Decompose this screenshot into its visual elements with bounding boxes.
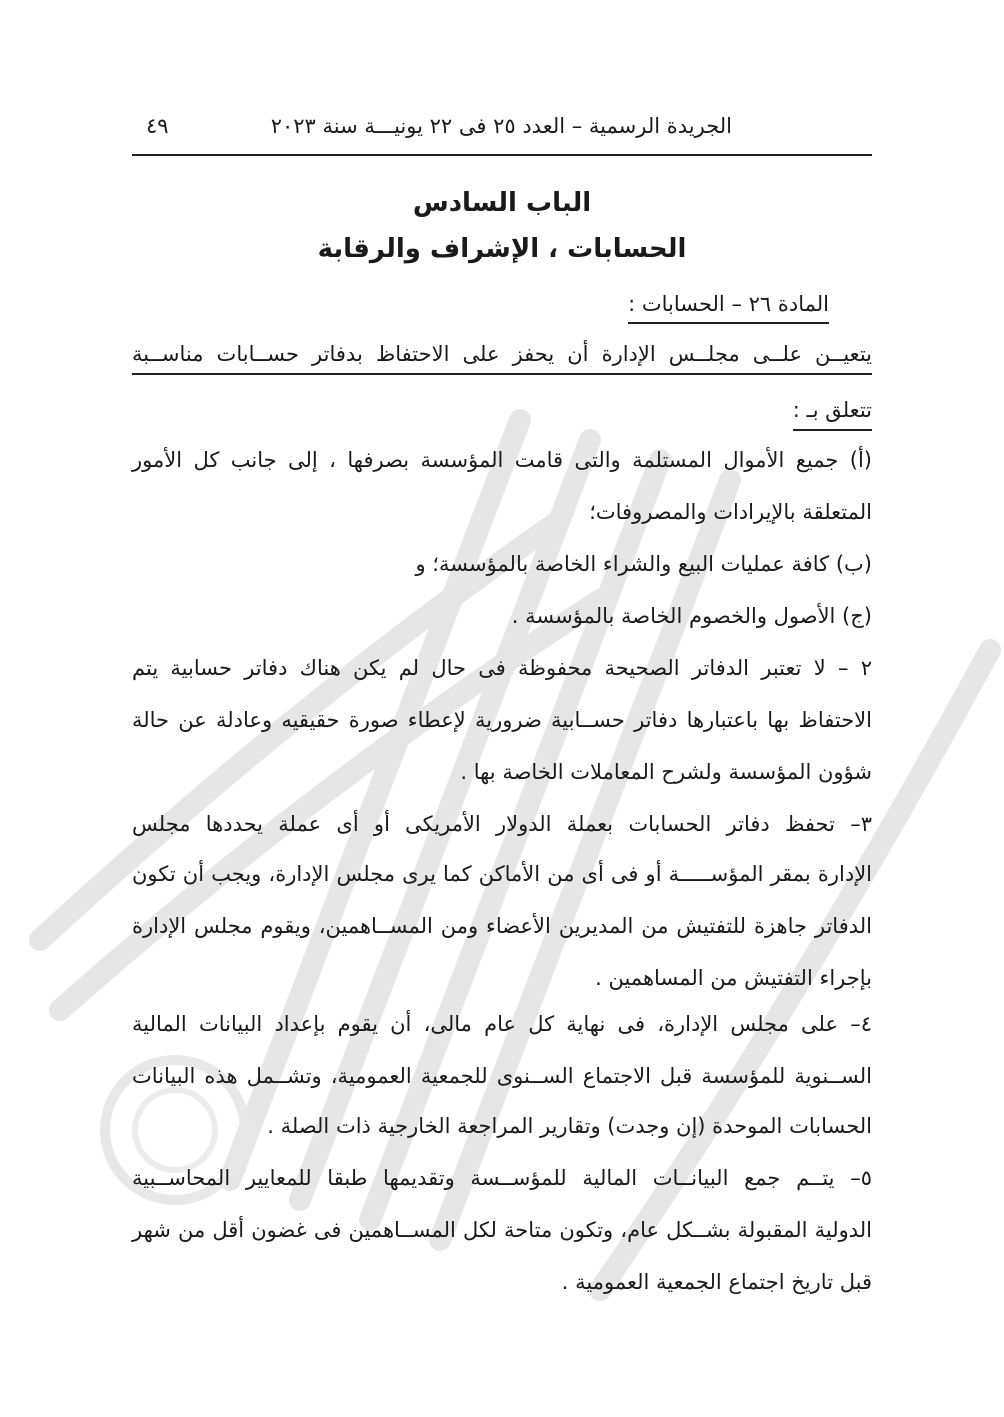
body-line: الســنوية للمؤسسة قبل الاجتماع الســنوى للجمعية العمومية، وتشــمل هذه البيانات <box>132 1064 872 1088</box>
body-line: المتعلقة بالإيرادات والمصروفات؛ <box>589 500 872 524</box>
body-line: قبل تاريخ اجتماع الجمعية العمومية . <box>561 1270 872 1294</box>
body-line: ٤– على مجلس الإدارة، فى نهاية كل عام مالى، أن يقوم بإعداد البيانات المالية <box>132 1012 872 1036</box>
page-header <box>132 108 872 156</box>
body-line: ٢ – لا تعتبر الدفاتر الصحيحة محفوظة فى حال لم يكن هناك دفاتر حسابية يتم <box>132 656 872 680</box>
body-line: الإدارة بمقر المؤســـــة أو فى أى من الأماكن كما يرى مجلس الإدارة، ويجب أن تكون <box>132 862 872 886</box>
body-line: (أ) جميع الأموال المستلمة والتى قامت المؤسسة بصرفها ، إلى جانب كل الأمور <box>132 448 872 472</box>
body-line: (ب) كافة عمليات البيع والشراء الخاصة بالمؤسسة؛ و <box>415 552 872 576</box>
body-line: يتعيــن علــى مجلــس الإدارة أن يحفز على الاحتفاظ بدفاتر حســابات مناســبة <box>132 342 872 375</box>
article-heading: المادة ٢٦ – الحسابات : <box>628 292 829 324</box>
body-line: الحسابات الموحدة (إن وجدت) وتقارير المراجعة الخارجية ذات الصلة . <box>267 1114 872 1138</box>
body-line: ٣– تحفظ دفاتر الحسابات بعملة الدولار الأمريكى أو أى عملة يحددها مجلس <box>132 812 872 836</box>
body-line: الدفاتر جاهزة للتفتيش من المديرين الأعضاء ومن المســاهمين، ويقوم مجلس الإدارة <box>132 914 872 938</box>
body-line: (ج) الأصول والخصوم الخاصة بالمؤسسة . <box>511 604 872 628</box>
body-line: تتعلق بـ : <box>793 398 872 431</box>
page-number: ٤٩ <box>146 114 169 138</box>
chapter-subtitle: الحسابات ، الإشراف والرقابة <box>317 234 687 264</box>
chapter-title: الباب السادس <box>412 188 592 218</box>
body-line: بإجراء التفتيش من المساهمين . <box>595 966 872 990</box>
gazette-header-title: الجريدة الرسمية – العدد ٢٥ فى ٢٢ يونيـــة سنة ٢٠٢٣ <box>270 114 732 138</box>
body-line: ٥– يتــم جمع البيانــات المالية للمؤســسة وتقديمها طبقا للمعايير المحاســبية <box>132 1166 872 1190</box>
body-line: شؤون المؤسسة ولشرح المعاملات الخاصة بها . <box>460 760 872 784</box>
body-line: الدولية المقبولة بشــكل عام، وتكون متاحة لكل المســاهمين فى غضون أقل من شهر <box>132 1218 872 1242</box>
body-line: الاحتفاظ بها باعتبارها دفاتر حســابية ضرورية لإعطاء صورة حقيقيه وعادلة عن حالة <box>132 708 872 732</box>
